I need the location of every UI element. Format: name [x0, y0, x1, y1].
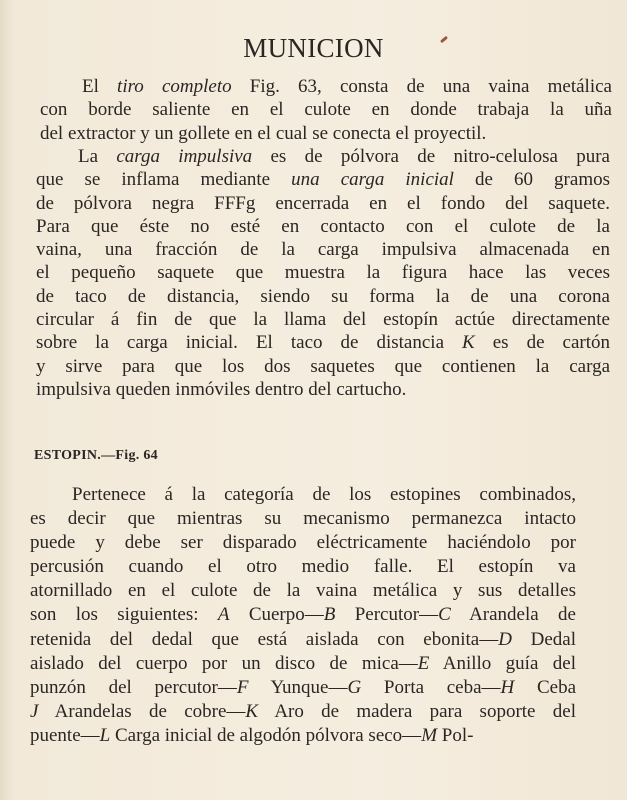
text-run: con borde saliente en el culote en donde trabaja la uña	[40, 99, 612, 121]
text-run: puente—	[30, 724, 100, 746]
text-run: Arandela de	[450, 604, 576, 626]
text-run: Ceba	[514, 676, 576, 698]
text-run: es decir que mientras su mecanismo permanezca intacto	[30, 508, 576, 530]
text-run: Carga inicial de algodón pólvora seco—	[110, 724, 422, 746]
text-run: Aro de madera para soporte del	[258, 700, 576, 722]
paragraph-tiro-completo	[40, 75, 612, 145]
text-line	[36, 308, 610, 331]
text-run: de taco de distancia, siendo su forma la de una corona	[36, 285, 610, 307]
italic-text: D	[498, 628, 512, 650]
text-line	[30, 579, 576, 603]
text-line	[36, 238, 610, 261]
text-run: que se inflama mediante	[36, 169, 292, 191]
page-title: MUNICION	[243, 33, 384, 63]
text-line	[36, 378, 610, 401]
italic-text: C	[438, 604, 451, 626]
text-run: atornillado en el culote de la vaina metálica y sus detalles	[30, 580, 576, 602]
text-run: y sirve para que los dos saquetes que contienen la carga	[36, 355, 610, 377]
text-run: puede y debe ser disparado eléctricamente haciéndolo por	[30, 532, 576, 554]
text-run: Percutor—	[335, 604, 439, 626]
paragraph-carga-impulsiva	[36, 145, 610, 401]
text-run: Pertenece á la categoría de los estopines combinados,	[72, 484, 576, 505]
italic-text: A	[217, 604, 230, 626]
text-line	[36, 168, 610, 191]
text-line	[36, 145, 610, 168]
text-run: El	[82, 76, 118, 97]
text-run: son los siguientes:	[30, 604, 218, 626]
text-run: vaina, una fracción de la carga impulsiva almacenada en	[36, 239, 610, 261]
text-run: Cuerpo—	[229, 604, 324, 626]
text-line	[30, 555, 576, 579]
paragraph-estopin	[30, 483, 576, 748]
text-line	[30, 724, 576, 748]
text-run: Porta ceba—	[361, 676, 501, 698]
text-run: retenida del dedal que está aislada con ebonita—	[30, 628, 499, 650]
text-run: Yunque—	[248, 676, 348, 698]
italic-text: tiro completo	[117, 76, 232, 97]
italic-text: G	[347, 676, 362, 698]
text-line	[30, 700, 576, 724]
text-run: es de cartón	[474, 332, 611, 354]
italic-text: M	[421, 724, 438, 746]
text-run: impulsiva queden inmóviles dentro del cartucho.	[36, 378, 407, 400]
text-run: percusión cuando el otro medio falle. El estopín va	[30, 556, 576, 578]
text-line	[36, 261, 610, 284]
text-run: el pequeño saquete que muestra la figura hace las veces	[36, 262, 610, 284]
italic-text: F	[236, 676, 249, 698]
text-line	[40, 98, 612, 121]
text-line	[30, 531, 576, 555]
italic-text: J	[30, 700, 39, 722]
text-run: Fig. 63, consta de una vaina metálica	[231, 76, 612, 97]
text-run: Dedal	[511, 628, 576, 650]
text-line	[36, 215, 610, 238]
text-line	[36, 331, 610, 354]
text-line	[36, 192, 610, 215]
text-line	[30, 676, 576, 700]
text-run: Arandelas de cobre—	[38, 700, 246, 722]
text-line	[30, 507, 576, 531]
text-run: de 60 gramos	[453, 169, 610, 191]
italic-text: K	[245, 700, 259, 722]
text-line	[30, 603, 576, 627]
text-run: Pol-	[437, 724, 474, 746]
text-line	[36, 355, 610, 378]
italic-text: K	[462, 332, 475, 354]
section-heading: ESTOPIN.—Fig. 64	[34, 448, 158, 463]
italic-text: H	[500, 676, 515, 698]
text-line	[30, 652, 576, 676]
italic-text: E	[417, 652, 430, 674]
italic-text: L	[99, 724, 111, 746]
text-line	[40, 75, 612, 98]
text-run: La	[78, 146, 117, 167]
text-line	[40, 122, 612, 145]
text-line	[36, 285, 610, 308]
italic-text: una carga inicial	[291, 169, 454, 191]
text-run: Anillo guía del	[429, 652, 577, 674]
text-run: punzón del percutor—	[30, 676, 237, 698]
text-line	[30, 628, 576, 652]
text-run: es de pólvora de nitro-celulosa pura	[252, 146, 610, 167]
text-run: de pólvora negra FFFg encerrada en el fondo del saquete.	[36, 192, 610, 214]
text-run: sobre la carga inicial. El taco de distancia	[36, 332, 463, 354]
text-run: aislado del cuerpo por un disco de mica—	[30, 652, 418, 674]
text-run: Para que éste no esté en contacto con el culote de la	[36, 215, 610, 237]
text-run: circular á fin de que la llama del estopín actúe directamente	[36, 309, 610, 331]
italic-text: B	[323, 604, 336, 626]
text-run: del extractor y un gollete en el cual se conecta el proyectil.	[40, 122, 487, 144]
text-line	[30, 483, 576, 507]
italic-text: carga impulsiva	[116, 146, 253, 167]
